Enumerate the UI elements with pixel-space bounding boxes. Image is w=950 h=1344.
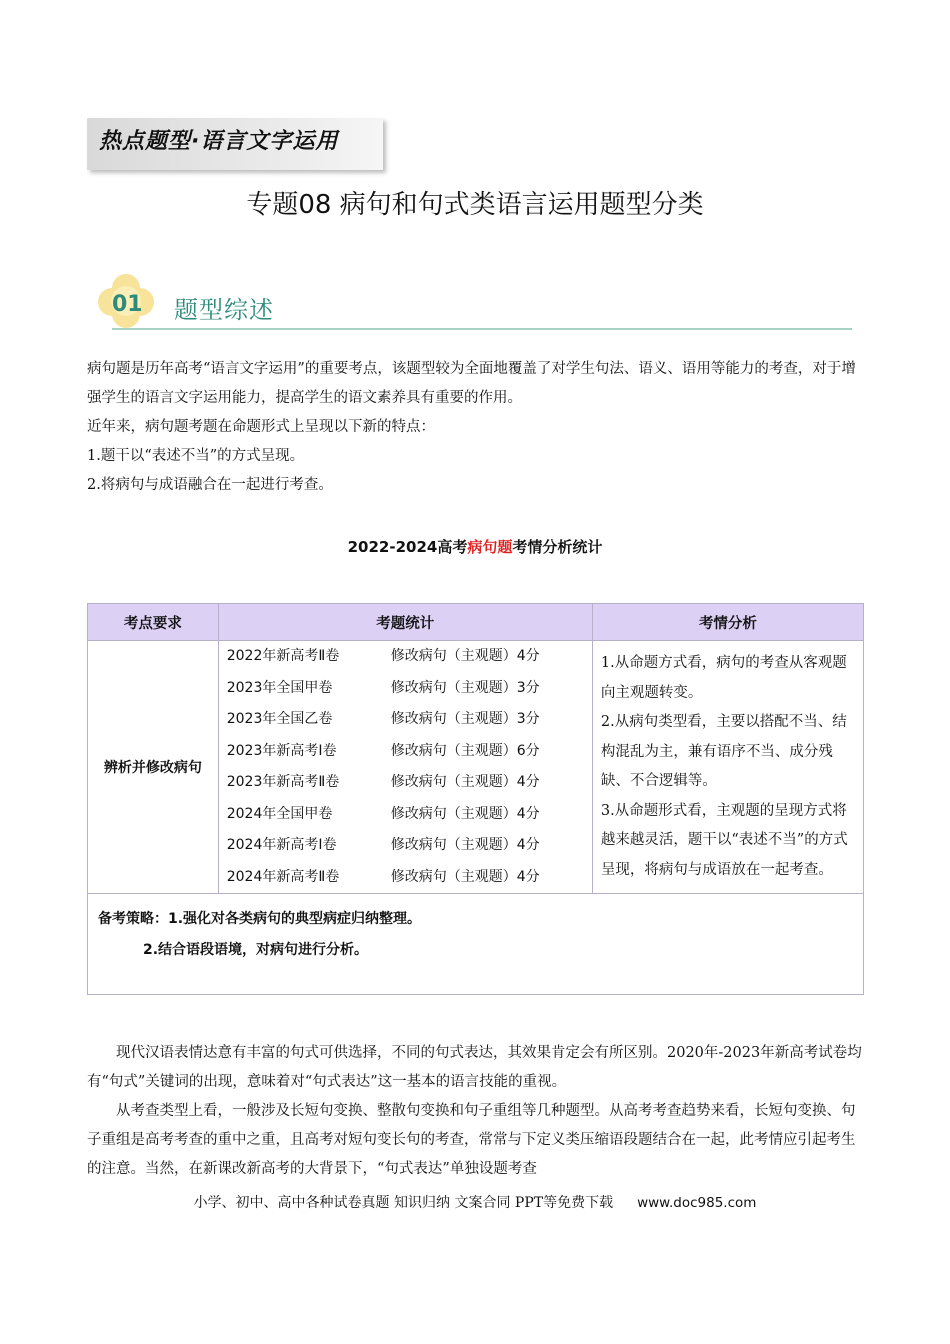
exam-list-cell [218, 641, 592, 894]
header-cell: 考情分析 [592, 604, 863, 641]
analysis-item: 3.从命题形式看，主观题的呈现方式将越来越灵活，题干以“表述不当”的方式呈现，将病句与成语放在一起考查。 [600, 802, 848, 878]
body-text [87, 1039, 863, 1184]
header-cell: 考点要求 [88, 604, 219, 641]
exam-kind: 修改病句（主观题）3分 [390, 679, 540, 696]
exam-year: 2024年新高考Ⅰ卷 [226, 837, 337, 853]
body-paragraph: 从考查类型上看，一般涉及长短句变换、整散句变换和句子重组等几种题型。从高考考查趋势来看，长短句变换、句子重组是高考考查的重中之重，且高考对短句变长句的考查，常常与下定义类压缩语段题结合在一起，此考情应引起考生的注意。当然，在新课改新高考的大背景下，“句式表达”单独设题考查 [87, 1103, 856, 1177]
strategy-cell [88, 894, 864, 995]
exam-year: 2024年新高考Ⅱ卷 [226, 868, 340, 885]
exam-kind: 修改病句（主观题）4分 [390, 774, 540, 790]
footer-url[interactable]: www.doc985.com [637, 1195, 757, 1211]
section-header [92, 270, 854, 334]
strategy-line: 备考策略：1.强化对各类病句的典型病症归纳整理。 [98, 911, 422, 927]
exam-row [227, 767, 592, 799]
footer-text: 小学、初中、高中各种试卷真题 知识归纳 文案合同 PPT等免费下载 [193, 1195, 614, 1211]
exam-row [227, 641, 592, 673]
document-title: 专题08 病句和句式类语言运用题型分类 [246, 190, 704, 220]
exam-stat-table [87, 603, 864, 995]
point-cell: 辨析并修改病句 [88, 641, 219, 894]
exam-year: 2022年新高考Ⅱ卷 [226, 648, 340, 664]
section-divider [112, 328, 852, 330]
strategy-row [88, 894, 864, 995]
section-label: 题型综述 [174, 296, 274, 324]
intro-list-item: 1.题干以“表述不当”的方式呈现。 [87, 448, 305, 464]
topic-banner [87, 118, 383, 170]
exam-year: 2023年全国乙卷 [226, 711, 333, 727]
intro-paragraph: 近年来，病句题考题在命题形式上呈现以下新的特点： [87, 419, 435, 435]
exam-kind: 修改病句（主观题）6分 [390, 742, 540, 759]
stat-table-title [0, 536, 950, 557]
strategy-line: 2.结合语段语境，对病句进行分析。 [143, 942, 369, 958]
exam-year: 2023年全国甲卷 [226, 679, 333, 696]
exam-row [227, 799, 592, 831]
exam-row [227, 862, 592, 894]
analysis-item: 1.从命题方式看，病句的考查从客观题向主观题转变。 [600, 655, 847, 701]
body-paragraph: 现代汉语表情达意有丰富的句式可供选择，不同的句式表达，其效果肯定会有所区别。2020年-2023年新高考试卷均有“句式”关键词的出现，意味着对“句式表达”这一基本的语言技能的重视。 [87, 1045, 862, 1090]
exam-year: 2023年新高考Ⅱ卷 [226, 774, 340, 790]
analysis-item: 2.从病句类型看，主要以搭配不当、结构混乱为主，兼有语序不当、成分残缺、不合逻辑等。 [600, 714, 847, 789]
analysis-cell [592, 641, 863, 894]
header-cell: 考题统计 [218, 604, 592, 641]
exam-row [227, 704, 592, 736]
exam-kind: 修改病句（主观题）4分 [390, 648, 540, 664]
table-header-row [88, 604, 864, 641]
section-number: 01 [112, 292, 143, 317]
stat-title-suffix: 考情分析统计 [512, 538, 603, 556]
exam-row [227, 736, 592, 768]
exam-kind: 修改病句（主观题）4分 [390, 837, 540, 853]
table-row [88, 641, 864, 894]
intro-paragraph: 病句题是历年高考“语言文字运用”的重要考点，该题型较为全面地覆盖了对学生句法、语义、语用等能力的考查，对于增强学生的语言文字运用能力，提高学生的语文素养具有重要的作用。 [87, 361, 856, 406]
page-footer [0, 1192, 950, 1212]
exam-kind: 修改病句（主观题）4分 [390, 868, 540, 885]
exam-row [227, 830, 592, 862]
exam-year: 2024年全国甲卷 [226, 805, 333, 822]
stat-title-highlight: 病句题 [467, 538, 513, 556]
exam-year: 2023年新高考Ⅰ卷 [226, 742, 337, 759]
intro-list-item: 2.将病句与成语融合在一起进行考查。 [87, 477, 333, 493]
banner-text: 热点题型·语言文字运用 [99, 129, 339, 154]
exam-row [227, 673, 592, 705]
exam-kind: 修改病句（主观题）3分 [390, 711, 540, 727]
intro-text [87, 355, 863, 500]
stat-title-prefix: 2022-2024高考 [347, 538, 468, 556]
exam-kind: 修改病句（主观题）4分 [390, 805, 540, 822]
